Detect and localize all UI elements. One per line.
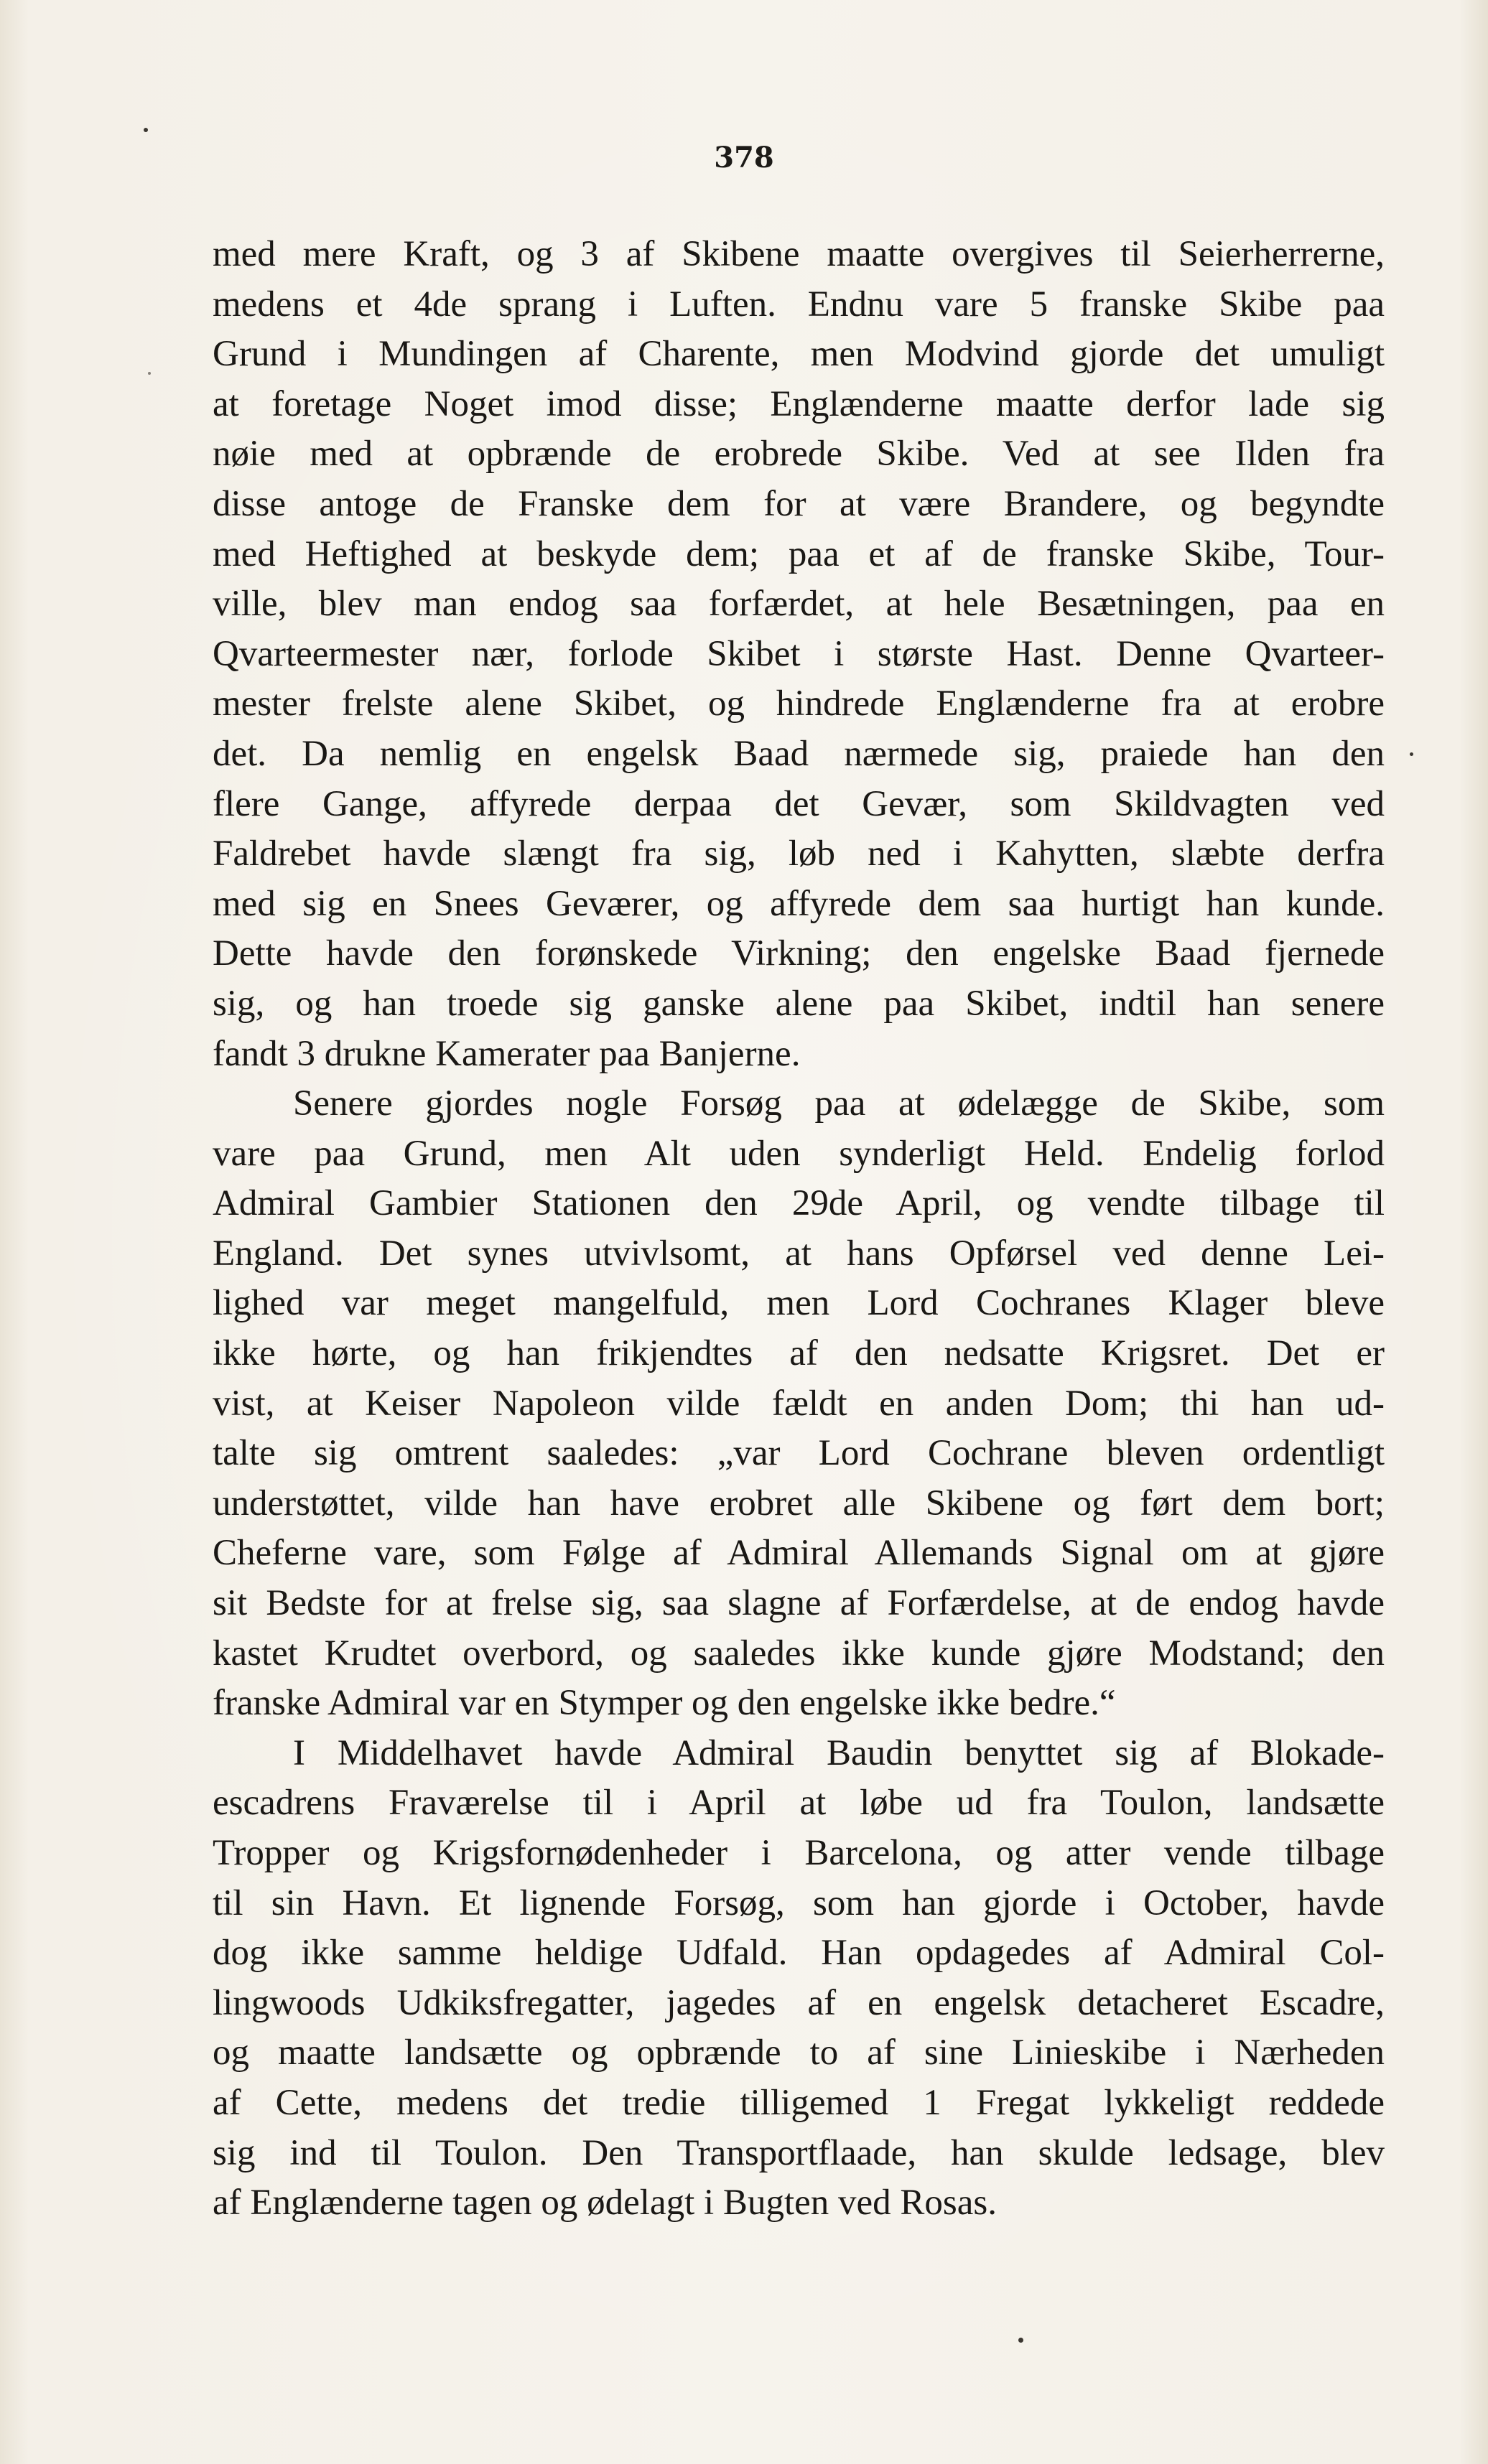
text-line: sig ind til Toulon. Den Transportflaade, han skulde ledsage, blev <box>213 2132 1385 2173</box>
text-line: Grund i Mundingen af Charente, men Modvind gjorde det umuligt <box>213 334 1385 375</box>
text-line: understøttet, vilde han have erobret alle Skibene og ført dem bort; <box>213 1483 1385 1523</box>
paragraph <box>213 230 1385 1079</box>
text-line: Dette havde den forønskede Virkning; den engelske Baad fjernede <box>213 933 1385 974</box>
text-line: ville, blev man endog saa forfærdet, at hele Besætningen, paa en <box>213 584 1385 625</box>
text-line: mester frelste alene Skibet, og hindrede Englænderne fra at erobre <box>213 683 1385 724</box>
text-line: nøie med at opbrænde de erobrede Skibe. Ved at see Ilden fra <box>213 434 1385 475</box>
text-line: med sig en Snees Geværer, og affyrede dem saa hurtigt han kunde. <box>213 883 1385 924</box>
text-line: Tropper og Krigsfornødenheder i Barcelona, og atter vende tilbage <box>213 1833 1385 1873</box>
text-line: med Heftighed at beskyde dem; paa et af de franske Skibe, Tour- <box>213 533 1385 574</box>
text-line: kastet Krudtet overbord, og saaledes ikke kunde gjøre Modstand; den <box>213 1633 1385 1674</box>
text-line: lingwoods Udkiksfregatter, jagedes af en engelsk detacheret Escadre, <box>213 1982 1385 2023</box>
text-line: sit Bedste for at frelse sig, saa slagne af Forfærdelse, at de endog havde <box>213 1583 1385 1624</box>
text-line: Admiral Gambier Stationen den 29de April, og vendte tilbage til <box>213 1183 1385 1224</box>
text-line: lighed var meget mangelfuld, men Lord Cochranes Klager bleve <box>213 1283 1385 1324</box>
text-line: disse antoge de Franske dem for at være Brandere, og begyndte <box>213 483 1385 524</box>
print-speck <box>148 372 151 375</box>
text-line: Senere gjordes nogle Forsøg paa at ødelægge de Skibe, som <box>293 1083 1385 1124</box>
text-line: ikke hørte, og han frikjendtes af den nedsatte Krigsret. Det er <box>213 1333 1385 1374</box>
text-line: escadrens Fraværelse til i April at løbe ud fra Toulon, landsætte <box>213 1783 1385 1824</box>
print-speck <box>1410 752 1413 756</box>
text-line: vare paa Grund, men Alt uden synderligt Held. Endelig forlod <box>213 1133 1385 1174</box>
text-line: sig, og han troede sig ganske alene paa Skibet, indtil han senere <box>213 983 1385 1024</box>
text-line: at foretage Noget imod disse; Englænderne maatte derfor lade sig <box>213 383 1385 424</box>
page-number: 378 <box>714 141 774 174</box>
text-line: af Cette, medens det tredie tilligemed 1 Fregat lykkeligt reddede <box>213 2082 1385 2123</box>
text-line: Faldrebet havde slængt fra sig, løb ned i Kahytten, slæbte derfra <box>213 834 1385 874</box>
text-line: medens et 4de sprang i Luften. Endnu vare 5 franske Skibe paa <box>213 284 1385 325</box>
body-text <box>213 230 1385 2229</box>
text-line: dog ikke samme heldige Udfald. Han opdagedes af Admiral Col- <box>213 1933 1385 1974</box>
text-line: til sin Havn. Et lignende Forsøg, som han gjorde i October, havde <box>213 1882 1385 1923</box>
text-line: af Englænderne tagen og ødelagt i Bugten ved Rosas. <box>213 2183 997 2223</box>
text-line: Qvarteermester nær, forlode Skibet i største Hast. Denne Qvarteer- <box>213 633 1385 674</box>
print-speck <box>144 128 148 132</box>
text-line: flere Gange, affyrede derpaa det Gevær, som Skildvagten ved <box>213 783 1385 824</box>
paragraph <box>213 1079 1385 1729</box>
paragraph <box>213 1729 1385 2229</box>
text-line: England. Det synes utvivlsomt, at hans Opførsel ved denne Lei- <box>213 1233 1385 1274</box>
text-line: fandt 3 drukne Kamerater paa Banjerne. <box>213 1033 801 1074</box>
text-line: talte sig omtrent saaledes: „var Lord Cochrane bleven ordentligt <box>213 1433 1385 1474</box>
text-line: det. Da nemlig en engelsk Baad nærmede sig, praiede han den <box>213 733 1385 774</box>
print-speck <box>1018 2338 1023 2343</box>
text-line: franske Admiral var en Stymper og den engelske ikke bedre.“ <box>213 1683 1116 1724</box>
text-line: med mere Kraft, og 3 af Skibene maatte overgives til Seierherrerne, <box>213 234 1385 274</box>
text-line: I Middelhavet havde Admiral Baudin benyttet sig af Blokade- <box>293 1732 1385 1773</box>
text-line: og maatte landsætte og opbrænde to af sine Linieskibe i Nærheden <box>213 2033 1385 2073</box>
text-line: Cheferne vare, som Følge af Admiral Allemands Signal om at gjøre <box>213 1533 1385 1574</box>
text-line: vist, at Keiser Napoleon vilde fældt en anden Dom; thi han ud- <box>213 1383 1385 1424</box>
